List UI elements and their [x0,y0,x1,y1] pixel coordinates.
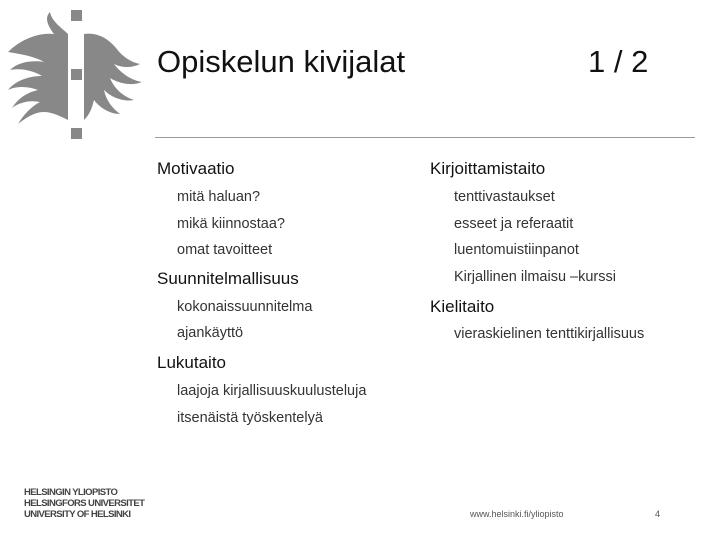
heading-motivaatio: Motivaatio [157,159,235,178]
list-item: laajoja kirjallisuuskuulusteluja [177,383,367,399]
page-indicator: 1 / 2 [588,44,649,79]
heading-lukutaito: Lukutaito [157,353,226,372]
university-flame-logo-icon [4,4,154,149]
list-item: ajankäyttö [177,325,244,341]
list-item: Kirjallinen ilmaisu –kurssi [454,269,616,285]
footer-url: www.helsinki.fi/yliopisto [470,509,564,519]
list-item: mitä haluan? [177,189,261,205]
list-item: luentomuistiinpanot [454,242,579,258]
university-name-en: UNIVERSITY OF HELSINKI [24,509,131,520]
list-item: kokonaissuunnitelma [177,299,313,315]
list-item: esseet ja referaatit [454,216,574,232]
list-item: omat tavoitteet [177,242,273,258]
list-item: mikä kiinnostaa? [177,216,285,232]
heading-kielitaito: Kielitaito [430,297,495,316]
list-item: itsenäistä työskentelyä [177,410,323,426]
heading-suunnitelmallisuus: Suunnitelmallisuus [157,269,299,288]
university-name [24,487,144,520]
list-item: vieraskielinen tenttikirjallisuus [454,326,645,342]
list-item: tenttivastaukset [454,189,555,205]
heading-kirjoittamistaito: Kirjoittamistaito [430,159,546,178]
title-divider [155,137,695,138]
footer-page-number: 4 [655,509,661,519]
university-name-sv: HELSINGFORS UNIVERSITET [24,498,145,509]
slide-title: Opiskelun kivijalat [157,44,406,79]
university-name-fi: HELSINGIN YLIOPISTO [24,487,118,498]
